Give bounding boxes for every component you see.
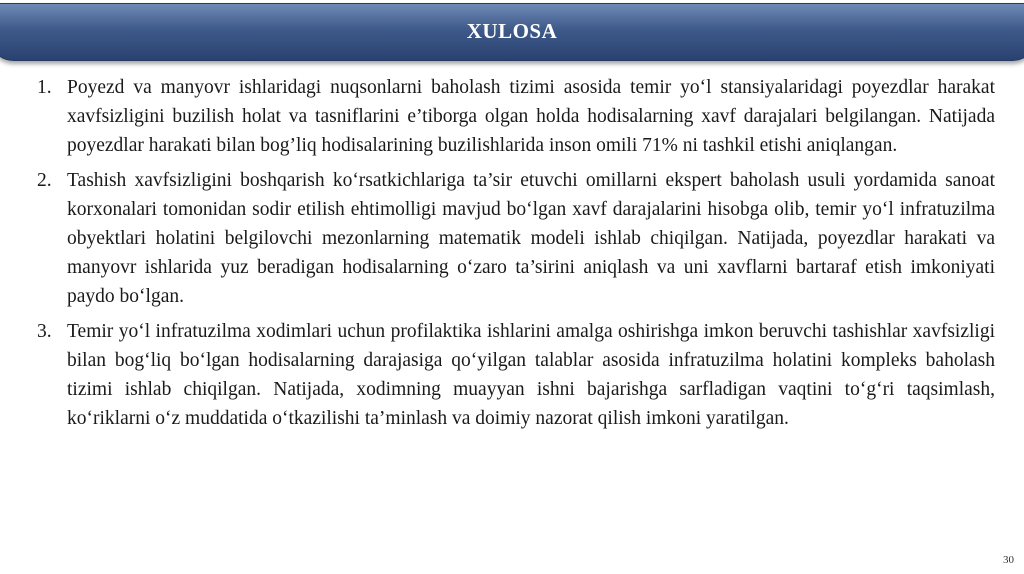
slide-title: XULOSA [466,19,558,43]
item-number: 1. [37,77,52,98]
item-text: Poyezd va manyovr ishlaridagi nuqsonlarni baholash tizimi asosida temir yo‘l stansiyalaridagi poyezdlar harakat xavfsizligini buzilish holat va tasniflarini e’tiborga olgan holda hodisalarning xavf darajalari belgilangan. Natijada poyezdlar harakati bilan bog’liq hodisalarining buzilishlarida inson omili 71% ni tashkil etishi aniqlangan. [67,77,995,156]
list-item [37,317,995,433]
list-item [37,73,995,160]
item-text: Temir yo‘l infratuzilma xodimlari uchun profilaktika ishlarini amalga oshirishga imkon beruvchi tashishlar xavfsizligi bilan bog‘liq bo‘lgan hodisalarning darajasiga qo‘yilgan talablar asosida infratuzilma holatini kompleks baholash tizimi ishlab chiqilgan. Natijada, xodimning muayyan ishni bajarishga sarfladigan vaqtini to‘g‘ri taqsimlash, ko‘riklarni o‘z muddatida o‘tkazilishi ta’minlash va doimiy nazorat qilish imkoni yaratilgan. [67,321,995,429]
conclusions-content [37,73,995,439]
conclusions-list [37,73,995,433]
page-number: 30 [1003,554,1014,566]
item-text: Tashish xavfsizligini boshqarish ko‘rsatkichlariga ta’sir etuvchi omillarni ekspert baholash usuli yordamida sanoat korxonalari tomonidan sodir etilish ehtimolligi mavjud bo‘lgan xavf darajalarini hisobga olib, temir yo‘l infratuzilma obyektlari holatini belgilovchi mezonlarning matematik modeli ishlab chiqilgan. Natijada, poyezdlar harakati va manyovr ishlarida yuz beradigan hodisalarning o‘zaro ta’sirini aniqlash va uni xavflarni bartaraf etish imkoniyati paydo bo‘lgan. [67,170,995,307]
list-item [37,166,995,311]
item-number: 3. [37,321,52,342]
item-number: 2. [37,170,52,191]
